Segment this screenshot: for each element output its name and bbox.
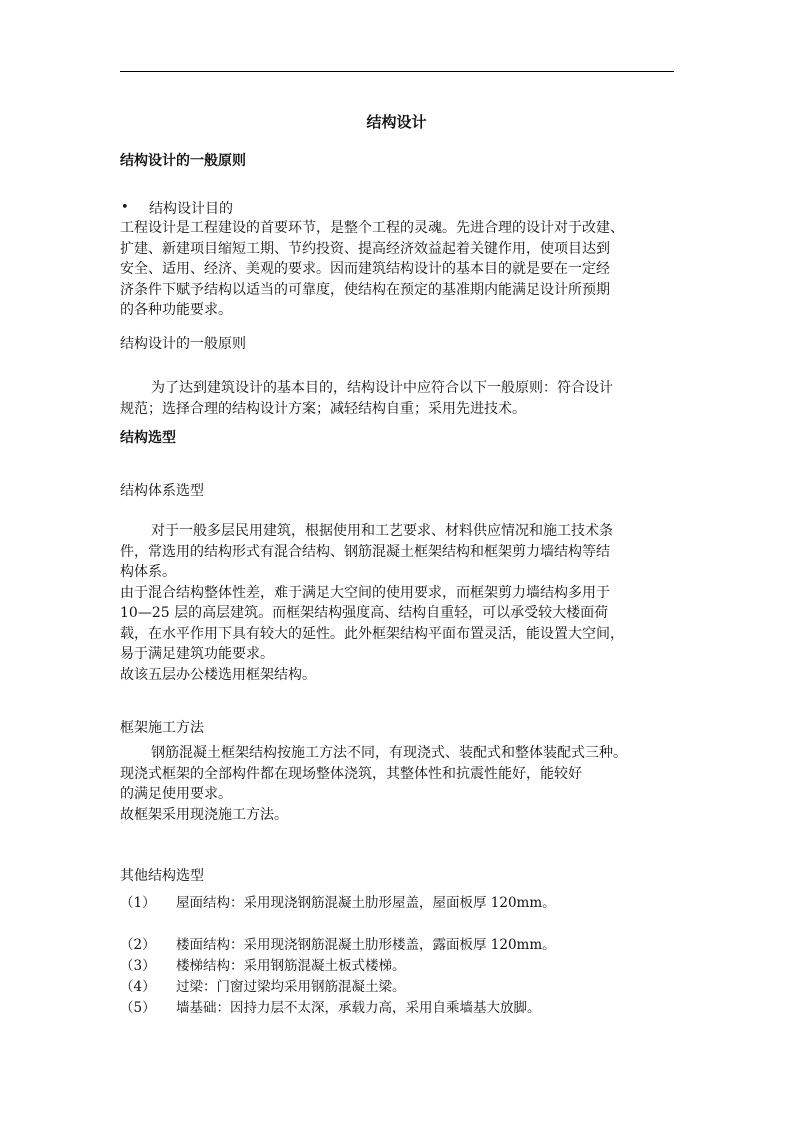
principle-heading: 结构设计的一般原则: [120, 336, 246, 352]
text-line: 济条件下赋予结构以适当的可靠度，使结构在预定的基准期内能满足设计所预期: [120, 281, 610, 298]
principle-paragraph: [120, 378, 674, 419]
other-heading: 其他结构选型: [120, 868, 204, 884]
text-line: 构体系。: [120, 564, 176, 580]
list-item-text: 墙基础：因持力层不太深，承载力高，采用自乘墙基大放脚。: [176, 1000, 541, 1016]
list-item-text: 楼面结构：采用现浇钢筋混凝土肋形楼盖，露面板厚 120mm。: [176, 937, 556, 953]
list-item-number: （3）: [120, 958, 156, 974]
text-line: 扩建、新建项目缩短工期、节约投资、提高经济效益起着关键作用，使项目达到: [120, 240, 610, 257]
text-line: 故框架采用现浇施工方法。: [120, 806, 288, 823]
text-line: 易于满足建筑功能要求。: [120, 646, 274, 662]
text-line: 的满足使用要求。: [120, 786, 232, 802]
header-rule: [120, 71, 674, 72]
text-line: 规范；选择合理的结构设计方案；减轻结构自重；采用先进技术。: [120, 400, 526, 417]
text-line: 10—25 层的高层建筑。而框架结构强度高、结构自重轻，可以承受较大楼面荷: [120, 605, 609, 621]
section-heading-selection: 结构选型: [120, 430, 176, 446]
list-item: [120, 957, 406, 975]
text-line: 故该五层办公楼选用框架结构。: [120, 666, 316, 683]
bullet-icon: •: [121, 200, 129, 215]
text-line: 载，在水平作用下具有较大的延性。此外框架结构平面布置灵活，能设置大空间，: [120, 625, 624, 642]
list-item-text: 过梁：门窗过梁均采用钢筋混凝土梁。: [176, 979, 406, 995]
bullet-heading: 结构设计目的: [149, 201, 233, 217]
method-paragraph: [120, 743, 674, 825]
system-heading: 结构体系选型: [120, 483, 204, 499]
purpose-paragraph: [120, 218, 674, 321]
list-item-number: （2）: [120, 937, 156, 953]
section-heading-principles: 结构设计的一般原则: [120, 153, 246, 169]
list-item-text: 屋面结构：采用现浇钢筋混凝土肋形屋盖，屋面板厚 120mm。: [176, 895, 556, 911]
text-line: 现浇式框架的全部构件都在现场整体浇筑，其整体性和抗震性能好，能较好: [120, 765, 582, 782]
list-item-number: （4）: [120, 979, 156, 995]
text-line: 安全、适用、经济、美观的要求。因而建筑结构设计的基本目的就是要在一定经: [120, 261, 610, 277]
text-line: 对于一般多层民用建筑，根据使用和工艺要求、材料供应情况和施工技术条: [151, 523, 613, 539]
text-line: 工程设计是工程建设的首要环节，是整个工程的灵魂。先进合理的设计对于改建、: [120, 220, 624, 236]
text-line: 钢筋混凝土框架结构按施工方法不同，有现浇式、装配式和整体装配式三种。: [151, 745, 627, 761]
list-item: [120, 936, 556, 954]
list-item: [120, 894, 556, 912]
method-heading: 框架施工方法: [120, 720, 204, 736]
list-item: [120, 978, 406, 996]
list-item-text: 楼梯结构：采用钢筋混凝土板式楼梯。: [176, 958, 406, 974]
page-title: 结构设计: [366, 113, 427, 131]
list-item-number: （1）: [120, 895, 156, 911]
text-line: 为了达到建筑设计的基本目的，结构设计中应符合以下一般原则：符合设计: [151, 380, 613, 396]
list-item-number: （5）: [120, 1000, 156, 1016]
text-line: 件，常选用的结构形式有混合结构、钢筋混凝土框架结构和框架剪力墙结构等结: [120, 543, 610, 560]
text-line: 的各种功能要求。: [120, 302, 232, 318]
system-paragraph: [120, 521, 674, 685]
text-line: 由于混合结构整体性差，难于满足大空间的使用要求，而框架剪力墙结构多用于: [120, 584, 610, 601]
list-item: [120, 999, 541, 1017]
